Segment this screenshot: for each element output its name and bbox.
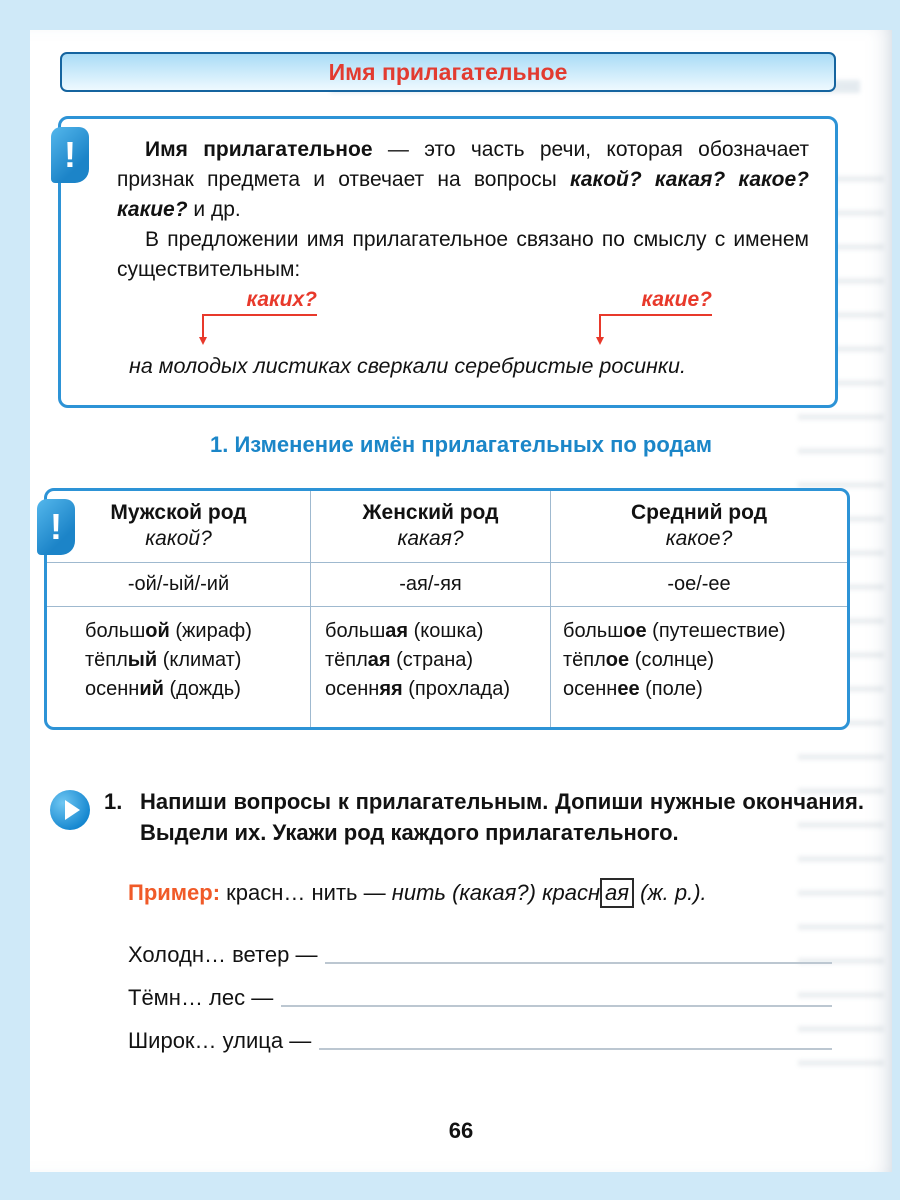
- write-in-row: [128, 981, 832, 1011]
- table-header-masculine: [47, 491, 311, 563]
- write-in-label: Тёмн… лес —: [128, 985, 274, 1010]
- arrowhead-down-icon: [596, 337, 604, 345]
- gender-table-box: [44, 488, 850, 730]
- arrow-label-left: каких?: [202, 287, 317, 316]
- page-title-bar: [60, 52, 836, 92]
- write-in-row: [128, 938, 832, 968]
- gender-table: [47, 491, 847, 727]
- page-title: Имя прилагательное: [328, 58, 568, 85]
- adjective-example: осенний (дождь): [85, 678, 241, 700]
- arrowhead-down-icon: [199, 337, 207, 345]
- exercise-number: 1.: [104, 789, 123, 814]
- arrow-line-right: [599, 316, 601, 338]
- examples-feminine: [311, 607, 551, 727]
- definition-paragraph-1: [117, 135, 809, 225]
- column-question: какая?: [397, 527, 464, 550]
- example-label: Пример:: [128, 880, 221, 905]
- definition-box: [58, 116, 838, 408]
- arrow-group-right: [599, 287, 712, 316]
- question-words: какой? какая? какое? какие?: [117, 168, 809, 221]
- exclamation-icon: !: [51, 127, 89, 183]
- table-header-feminine: [311, 491, 551, 563]
- examples-masculine: [47, 607, 311, 727]
- column-header: Мужской род: [110, 501, 247, 524]
- example-plain: красн… нить —: [220, 880, 392, 905]
- answer-line: [319, 1048, 832, 1050]
- write-in-label: Широк… улица —: [128, 1028, 312, 1053]
- exclamation-icon: !: [37, 499, 75, 555]
- endings-masculine: -ой/-ый/-ий: [47, 563, 311, 607]
- answer-line: [325, 962, 832, 964]
- column-question: какой?: [145, 527, 212, 550]
- arrow-line-left: [202, 316, 204, 338]
- adjective-example: тёплый (климат): [85, 649, 242, 671]
- write-in-label: Холодн… ветер —: [128, 942, 318, 967]
- write-in-row: [128, 1024, 832, 1054]
- definition-text-end: и др.: [187, 198, 241, 221]
- adjective-example: большая (кошка): [325, 620, 484, 642]
- arrow-group-left: [202, 287, 317, 316]
- boxed-ending: ая: [600, 878, 634, 908]
- example-sentence: на молодых листиках сверкали серебристые росинки.: [129, 354, 686, 378]
- adjective-example: тёплая (страна): [325, 649, 474, 671]
- exercise-example: [128, 878, 892, 908]
- write-in-rows: [128, 938, 832, 1054]
- adjective-example: большое (путешествие): [563, 620, 786, 642]
- example-italic-pre: нить (какая?) красн: [391, 880, 601, 905]
- definition-term: Имя прилагательное: [145, 138, 373, 161]
- exercise-play-icon: [50, 790, 90, 830]
- adjective-example: осеннее (поле): [563, 678, 703, 700]
- column-question: какое?: [665, 527, 733, 550]
- arrow-label-right: какие?: [599, 287, 712, 316]
- endings-neuter: -ое/-ее: [551, 563, 847, 607]
- section-heading: 1. Изменение имён прилагательных по родам: [210, 432, 712, 457]
- table-header-neuter: [551, 491, 847, 563]
- endings-feminine: -ая/-яя: [311, 563, 551, 607]
- examples-neuter: [551, 607, 847, 727]
- exercise-task-row: [104, 786, 864, 848]
- exercise-task-text: Напиши вопросы к прилагательным. Допиши нужные окончания. Выдели их. Укажи род каждого прилагательного.: [140, 789, 864, 845]
- definition-paragraph-2: В предложении имя прилагательное связано по смыслу с именем существительным:: [117, 228, 809, 281]
- definition-text: — это часть речи, которая обозначает признак предмета и отвечает на вопросы: [117, 138, 809, 191]
- adjective-example: большой (жираф): [85, 620, 252, 642]
- adjective-example: осенняя (прохлада): [325, 678, 511, 700]
- answer-line: [281, 1005, 832, 1007]
- column-header: Женский род: [362, 501, 499, 524]
- page-number: 66: [448, 1118, 474, 1143]
- workbook-page: [30, 30, 892, 1172]
- exercise-1: [30, 786, 892, 1054]
- column-header: Средний род: [630, 501, 768, 524]
- question-arrows: [117, 287, 809, 351]
- adjective-example: тёплое (солнце): [563, 649, 714, 671]
- example-italic-post: (ж. р.).: [634, 880, 707, 905]
